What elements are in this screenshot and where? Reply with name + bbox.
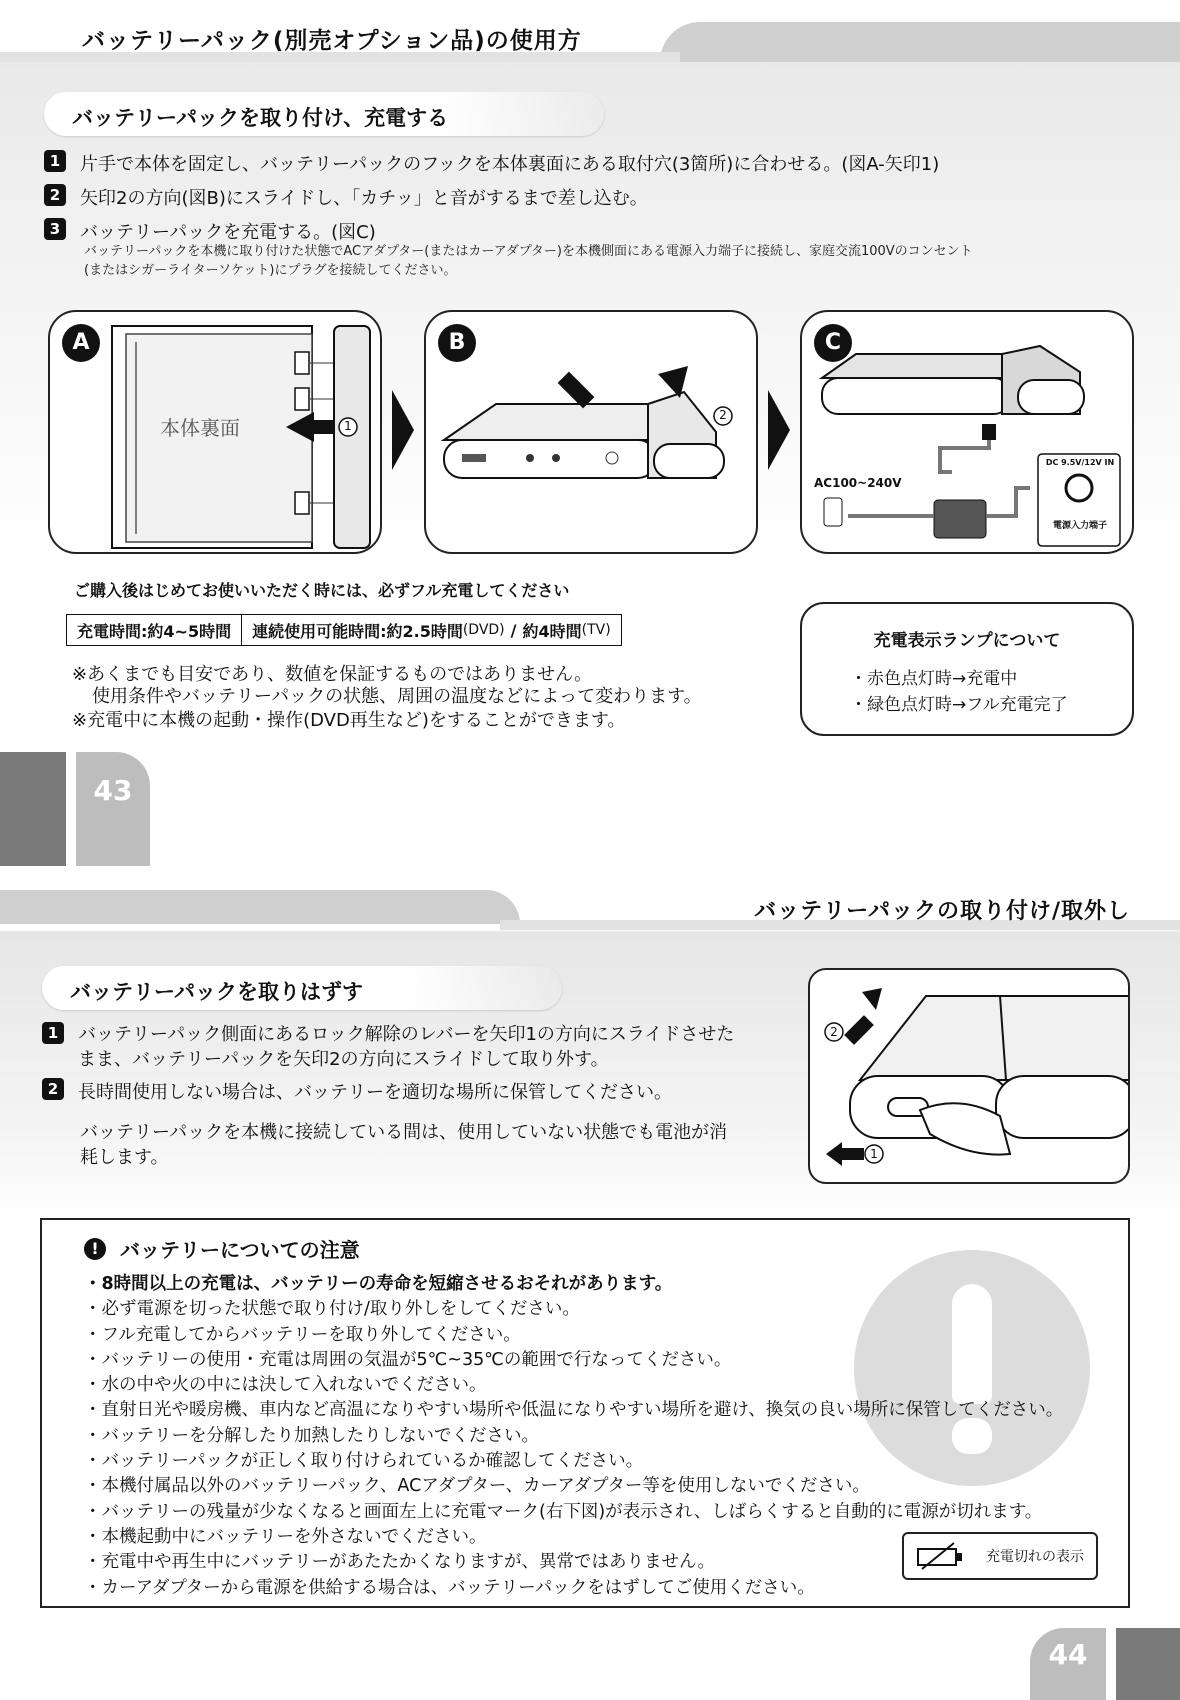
step-line: バッテリーパック側面にあるロック解除のレバーを矢印1の方向にスライドさせた — [78, 1024, 735, 1045]
arrow-1-label: 1 — [870, 1147, 878, 1161]
step-2 — [44, 184, 648, 210]
page-tab-light — [76, 752, 150, 866]
page-number: 44 — [1048, 1638, 1088, 1671]
step-text: 片手で本体を固定し、バッテリーパックのフックを本体裏面にある取付穴(3箇所)に合わせる。(図A-矢印1) — [80, 154, 940, 175]
warning-item: ・バッテリーパックが正しく取り付けられているか確認してください。 — [84, 1451, 644, 1472]
device-side-illustration — [426, 312, 758, 554]
lamp-title: 充電表示ランプについて — [873, 631, 1061, 651]
warning-item: ・充電中や再生中にバッテリーがあたたかくなりますが、異常ではありません。 — [84, 1552, 716, 1573]
page-title: バッテリーパック(別売オプション品)の使用方 — [82, 28, 582, 54]
step-1 — [42, 1022, 734, 1072]
usage-dvd-label: 連続使用可能時間:約2.5時間 — [252, 621, 463, 641]
charge-lamp-box — [800, 602, 1134, 736]
remark-1: ※あくまでも目安であり、数値を保証するものではありません。 — [72, 664, 593, 685]
figure-label-c: C — [814, 324, 852, 362]
warning-item: ・本機起動中にバッテリーを外さないでください。 — [84, 1526, 487, 1547]
page-number: 43 — [93, 774, 133, 807]
figure-a — [48, 310, 382, 554]
page-43-header — [0, 0, 1180, 62]
step-text: バッテリーパックを充電する。(図C) — [80, 222, 376, 243]
step-text: 長時間使用しない場合は、バッテリーを適切な場所に保管してください。 — [78, 1082, 672, 1103]
step-number: 1 — [44, 150, 66, 172]
battery-warning-box — [40, 1218, 1130, 1608]
page-44 — [0, 890, 1180, 1700]
indicator-label: 充電切れの表示 — [986, 1549, 1084, 1565]
dc-input-label: DC 9.5V/12V IN — [1045, 458, 1115, 467]
usage-time-cell — [242, 615, 621, 645]
figure-remove — [808, 968, 1130, 1184]
warning-icon: ! — [84, 1238, 106, 1260]
note-line: 耗します。 — [80, 1147, 169, 1168]
page-tab-dark — [0, 752, 66, 866]
arrow-2-label: 2 — [830, 1025, 838, 1039]
section-title-attach: バッテリーパックを取り付け、充電する — [44, 92, 604, 136]
warning-item: ・直射日光や暖房機、車内など高温になりやすい場所や低温になりやすい場所を避け、換気の良い場所に保管してください。 — [84, 1400, 1064, 1421]
remove-note — [80, 1120, 727, 1170]
warning-item: ・必ず電源を切った状態で取り付け/取り外しをしてください。 — [84, 1299, 580, 1320]
warning-item: ・カーアダプターから電源を供給する場合は、バッテリーパックをはずしてご使用ください。 — [84, 1577, 815, 1598]
remark-2: 使用条件やバッテリーパックの状態、周囲の温度などによって変わります。 — [92, 686, 702, 707]
usage-tv-unit: (TV) — [581, 622, 611, 638]
figure-label-a: A — [62, 324, 100, 362]
step-line: まま、バッテリーパックを矢印2の方向にスライドして取り外す。 — [78, 1049, 609, 1070]
warning-item: ・フル充電してからバッテリーを取り外してください。 — [84, 1324, 521, 1345]
warning-item: ・本機付属品以外のバッテリーパック、ACアダプター、カーアダプター等を使用しないでください。 — [84, 1476, 870, 1497]
step-3-note — [84, 242, 973, 280]
step-number: 1 — [42, 1022, 64, 1044]
usage-separator: / — [510, 620, 517, 640]
usage-dvd-unit: (DVD) — [462, 622, 505, 638]
figure-b — [424, 310, 758, 554]
step-number: 2 — [42, 1078, 64, 1100]
lamp-item-green: ・緑色点灯時→フル充電完了 — [850, 695, 1068, 715]
step-text: 矢印2の方向(図B)にスライドし、「カチッ」と音がするまで差し込む。 — [80, 188, 648, 209]
arrow-2-label: 2 — [719, 408, 727, 422]
chevron-right-icon — [768, 390, 790, 470]
step-3 — [44, 218, 376, 244]
charge-time-cell: 充電時間:約4~5時間 — [67, 615, 242, 645]
note-line: バッテリーパックを本機に取り付けた状態でACアダプター(またはカーアダプター)を本機側面にある電源入力端子に接続し、家庭交流100Vのコンセント — [84, 244, 973, 259]
step-number: 2 — [44, 184, 66, 206]
page-title: バッテリーパックの取り付け/取外し — [754, 899, 1130, 924]
usage-tv-label: 約4時間 — [522, 621, 582, 641]
charge-time-table — [66, 614, 622, 646]
step-1 — [44, 150, 939, 176]
figure-c — [800, 310, 1134, 554]
step-text — [78, 1022, 734, 1072]
warning-title-text: バッテリーについての注意 — [120, 1238, 360, 1262]
first-charge-note: ご購入後はじめてお使いいただく時には、必ずフル充電してください — [74, 581, 570, 600]
lamp-item-red: ・赤色点灯時→充電中 — [850, 669, 1018, 689]
page-tab-dark — [1116, 1628, 1180, 1700]
remark-3: ※充電中に本機の起動・操作(DVD再生など)をすることができます。 — [72, 710, 626, 731]
warning-item: ・バッテリーの残量が少なくなると画面左上に充電マーク(右下図)が表示され、しばらくすると自動的に電源が切れます。 — [84, 1501, 1043, 1522]
step-2 — [42, 1078, 672, 1104]
figure-label-b: B — [438, 324, 476, 362]
warning-item: ・8時間以上の充電は、バッテリーの寿命を短縮させるおそれがあります。 — [84, 1274, 673, 1294]
arrow-1-label: 1 — [344, 419, 352, 433]
page-44-header — [0, 890, 1180, 952]
battery-empty-icon — [914, 1541, 974, 1571]
device-back-label: 本体裏面 — [160, 416, 240, 440]
note-line: (またはシガーライターソケット)にプラグを接続してください。 — [84, 263, 457, 278]
power-terminal-label: 電源入力端子 — [1052, 521, 1107, 531]
battery-remove-illustration — [810, 970, 1130, 1184]
warning-item: ・バッテリーを分解したり加熱したりしないでください。 — [84, 1425, 539, 1446]
warning-item: ・水の中や火の中には決して入れないでください。 — [84, 1375, 487, 1396]
empty-charge-indicator — [902, 1532, 1098, 1580]
note-line: バッテリーパックを本機に接続している間は、使用していない状態でも電池が消 — [80, 1122, 728, 1143]
ac-voltage-label: AC100~240V — [814, 476, 902, 490]
section-title-remove: バッテリーパックを取りはずす — [42, 966, 562, 1010]
step-number: 3 — [44, 218, 66, 240]
chevron-right-icon — [392, 390, 414, 470]
warning-item: ・バッテリーの使用・充電は周囲の気温が5℃~35℃の範囲で行なってください。 — [84, 1349, 732, 1370]
warning-title — [84, 1234, 360, 1263]
